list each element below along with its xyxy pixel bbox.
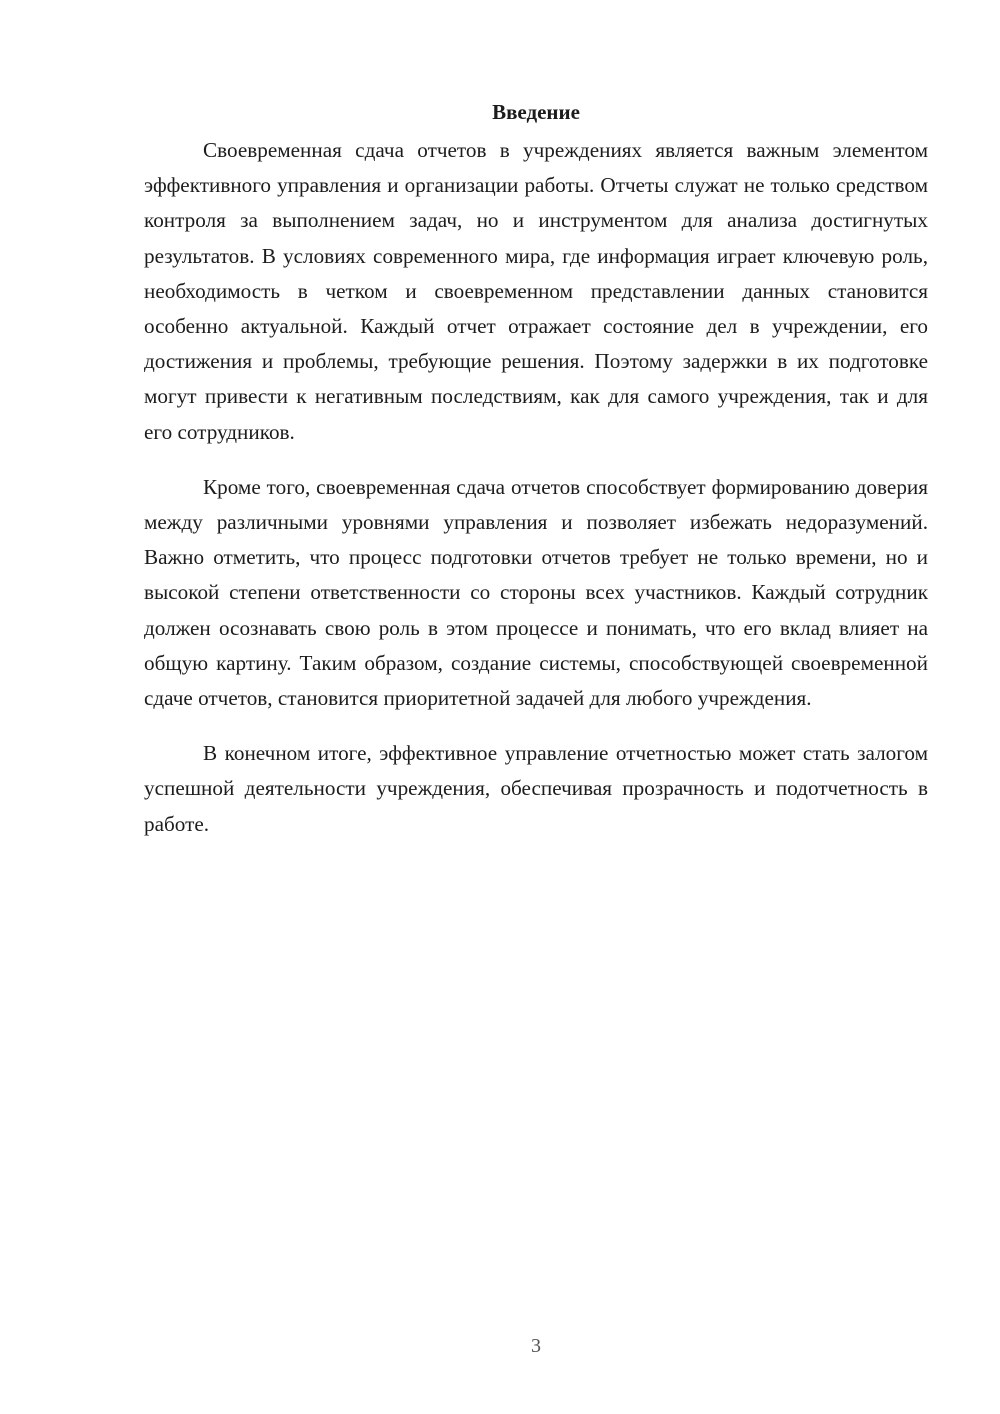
page-content — [144, 95, 928, 862]
paragraph-1: Своевременная сдача отчетов в учреждениях является важным элементом эффективного управления и организации работы. Отчеты служат не только средством контроля за выполнением задач, но и инструментом для анализа достигнутых результатов. В условиях современного мира, где информация играет ключевую роль, необходимость в четком и своевременном представлении данных становится особенно актуальной. Каждый отчет отражает состояние дел в учреждении, его достижения и проблемы, требующие решения. Поэтому задержки в их подготовке могут привести к негативным последствиям, как для самого учреждения, так и для его сотрудников. — [144, 138, 928, 444]
section-heading: Введение — [492, 100, 580, 124]
paragraph-3: В конечном итоге, эффективное управление отчетностью может стать залогом успешной деятельности учреждения, обеспечивая прозрачность и подотчетность в работе. — [144, 741, 928, 836]
paragraph-2: Кроме того, своевременная сдача отчетов способствует формированию доверия между различными уровнями управления и позволяет избежать недоразумений. Важно отметить, что процесс подготовки отчетов требует не только времени, но и высокой степени ответственности со стороны всех участников. Каждый сотрудник должен осознавать свою роль в этом процессе и понимать, что его вклад влияет на общую картину. Таким образом, создание системы, способствующей своевременной сдаче отчетов, становится приоритетной задачей для любого учреждения. — [144, 474, 928, 711]
page-number: 3 — [531, 1335, 541, 1357]
